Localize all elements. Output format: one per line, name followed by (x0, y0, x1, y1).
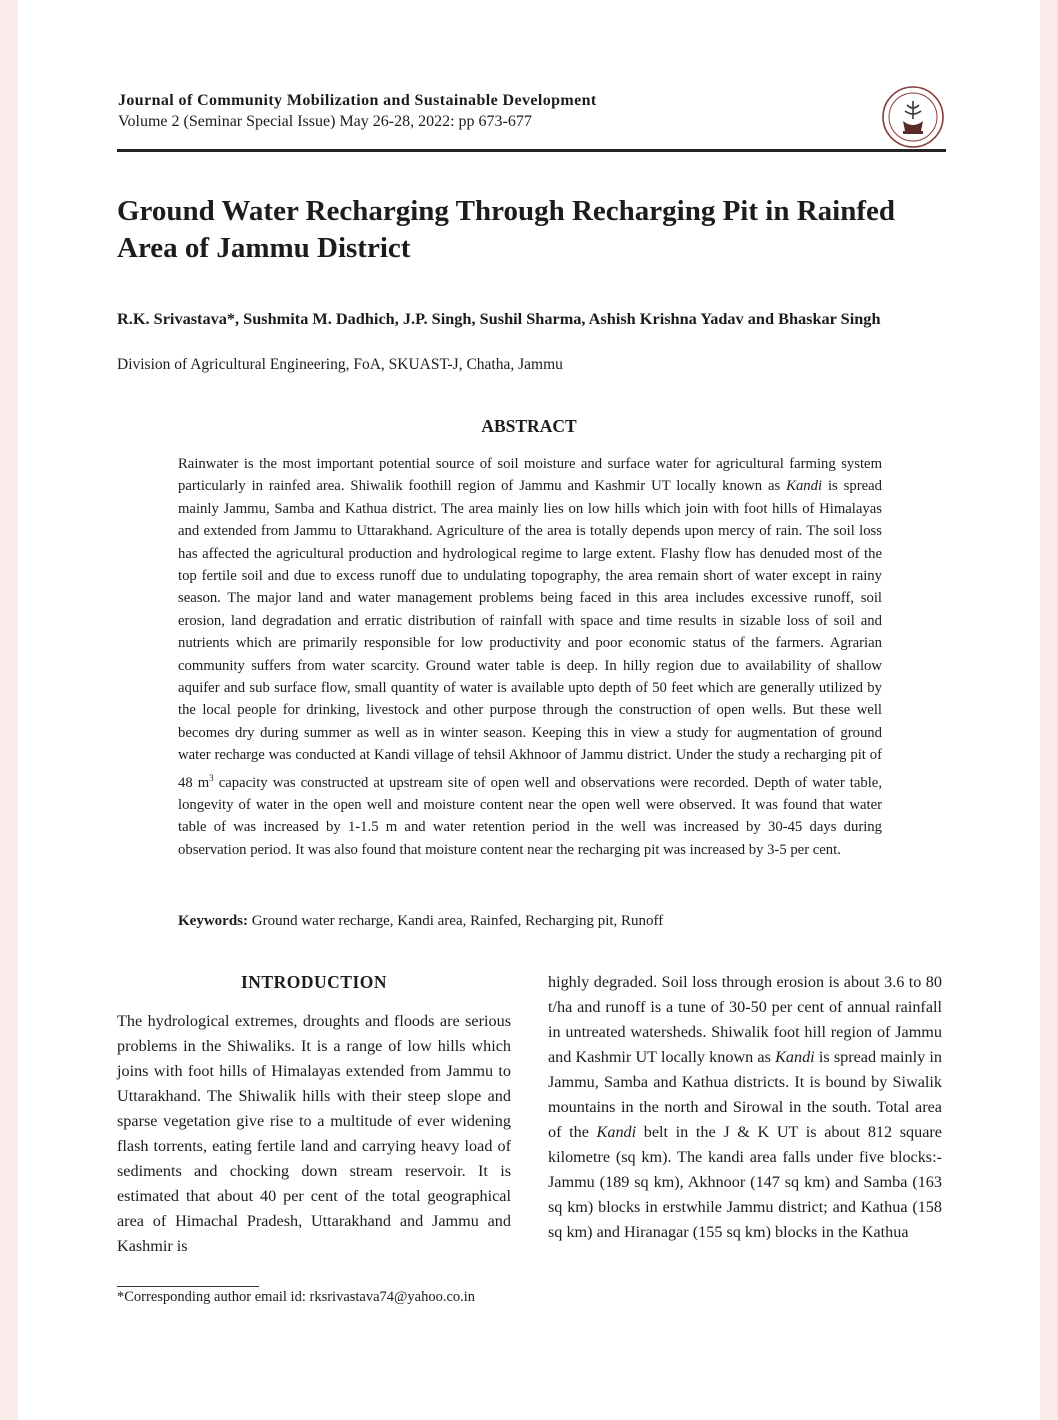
introduction-heading: INTRODUCTION (240, 972, 388, 992)
paper-page (18, 0, 1040, 1420)
journal-header (118, 90, 597, 132)
intro-kandi-a: Kandi (775, 1048, 815, 1066)
intro-right-text-3: belt in the J & K UT is about 812 square kilometre (sq km). The kandi area falls under five blocks:- Jammu (189 sq km), Akhnoor (147 sq km) and Samba (163 sq km) blocks in erstwhile Jammu district; and Kathua (158 sq km) and Hiranagar (155 sq km) blocks in the Kathua (548, 1123, 942, 1241)
abstract-text-1: Rainwater is the most important potential source of soil moisture and surface water for agricultural farming system particularly in rainfed area. Shiwalik foothill region of Jammu and Kashmir UT locally known as (178, 456, 882, 495)
paper-title: Ground Water Recharging Through Recharging Pit in Rainfed Area of Jammu District (117, 195, 895, 264)
volume-line: Volume 2 (Seminar Special Issue) May 26-28, 2022: pp 673-677 (118, 113, 532, 130)
intro-left-column: The hydrological extremes, droughts and floods are serious problems in the Shiwaliks. It is a range of low hills which joins with foot hills of Himalayas extended from Jammu to Uttarakhand. The Shiwalik hills with their steep slope and sparse vegetation give rise to a multitude of ever widening flash torrents, eating fertile land and carrying heavy load of sediments and chocking down stream reservoir. It is estimated that about 40 per cent of the total geographical area of Himachal Pradesh, Uttarakhand and Jammu and Kashmir is (117, 1012, 511, 1255)
intro-right-text-1: highly degraded. Soil loss through erosion is about 3.6 to 80 t/ha and runoff is a tune of 30-50 per cent of annual rainfall in untreated watersheds. Shiwalik foot hill region of Jammu and Kashmir UT locally known as (548, 973, 942, 1066)
abstract-kandi: Kandi (786, 478, 823, 495)
abstract-text-3: capacity was constructed at upstream site of open well and observations were recorded. Depth of water table, longevity of water in the open well and moisture content near the open well were observed. It was found that water table of was increased by 1-1.5 m and water retention period in the well was increased by 30-45 days during observation period. It was also found that moisture content near the recharging pit was increased by 3-5 per cent. (178, 774, 882, 858)
abstract-text-2: is spread mainly Jammu, Samba and Kathua district. The area mainly lies on low hills which join with foot hills of Himalayas and extended from Jammu to Uttarakhand. Agriculture of the area is totally depends upon mercy of rain. The soil loss has affected the agricultural production and hydrological regime to large extent. Flashy flow has denuded most of the top fertile soil and due to excess runoff due to undulating topography, the area remain short of water except in rainy season. The major land and water management problems being faced in this area includes excessive runoff, soil erosion, land degradation and erratic distribution of rainfall with space and time results in sizable loss of soil and nutrients which are primarily responsible for low productivity and poor economic status of the farmers. Agrarian community suffers from water scarcity. Ground water table is deep. In hilly region due to availability of shallow aquifer and sub surface flow, small quantity of water is available upto depth of 50 feet which are generally utilized by the local people for drinking, livestock and other purpose through the construction of open wells. But these well becomes dry during summer as well as in winter season. Keeping this in view a study for augmentation of ground water recharge was conducted at Kandi village of tehsil Akhnoor of Jammu district. Under the study a recharging pit of 48 m (178, 478, 882, 791)
footnote-rule (117, 1286, 259, 1287)
journal-name: Journal of Community Mobilization and Sustainable Development (118, 92, 597, 109)
intro-kandi-b: Kandi (596, 1123, 637, 1141)
keywords (178, 913, 663, 930)
abstract-body (178, 453, 882, 861)
intro-right-column (548, 970, 942, 1245)
keywords-text: Ground water recharge, Kandi area, Rainfed, Recharging pit, Runoff (248, 913, 664, 929)
intro-right-text-2: is spread mainly in Jammu, Samba and Kathua districts. It is bound by Siwalik mountains in the north and Sirowal in the south. Total area of the (548, 1048, 942, 1141)
abstract-sup: 3 (209, 772, 214, 783)
footnote: *Corresponding author email id: rksrivastava74@yahoo.co.in (117, 1289, 476, 1305)
keywords-label: Keywords: (178, 913, 248, 929)
header-rule (117, 149, 946, 152)
author-list: R.K. Srivastava*, Sushmita M. Dadhich, J.P. Singh, Sushil Sharma, Ashish Krishna Yadav and Bhaskar Singh (117, 309, 881, 328)
abstract-heading: ABSTRACT (481, 416, 577, 436)
affiliation: Division of Agricultural Engineering, FoA, SKUAST-J, Chatha, Jammu (117, 356, 563, 373)
journal-emblem-icon (881, 85, 945, 149)
